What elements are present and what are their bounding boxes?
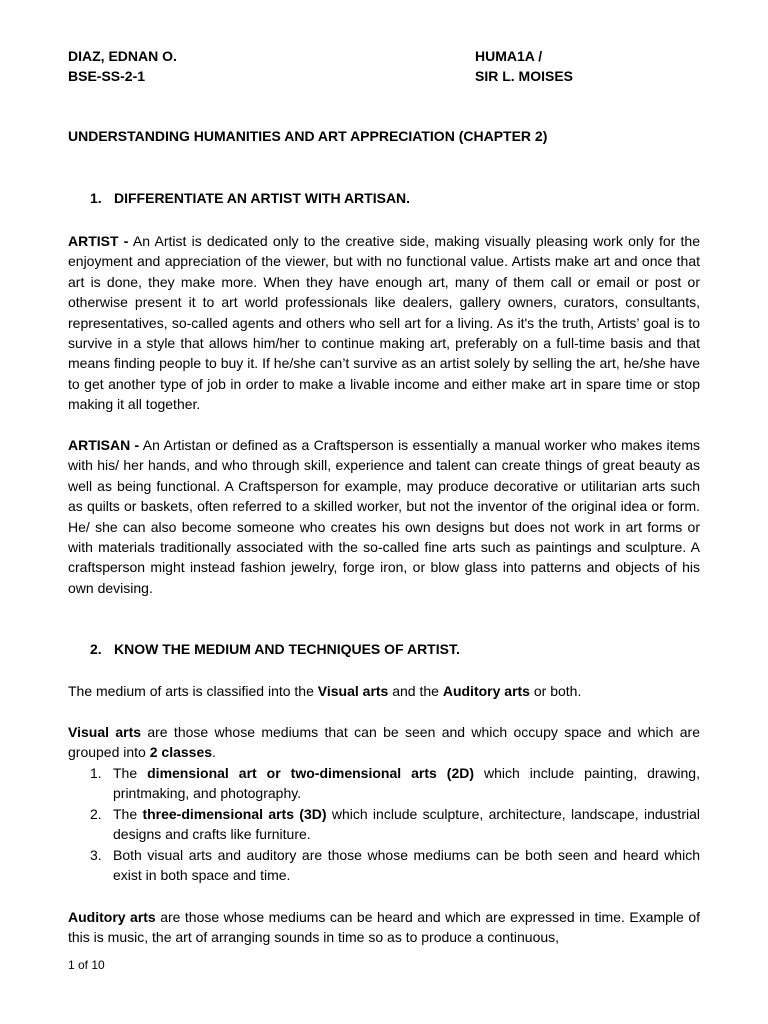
list-number: 2.	[90, 805, 102, 822]
course-code: HUMA1A /	[475, 48, 543, 64]
visual-arts-text: are those whose mediums that can be seen and which occupy space and which are grouped into	[68, 724, 700, 761]
list-text: which include sculpture, architecture, landscape, industrial designs and crafts like furniture.	[113, 805, 700, 843]
list-term: three-dimensional arts (3D)	[142, 805, 327, 822]
auditory-arts-term: Auditory arts	[442, 683, 530, 699]
intro-text: or both.	[529, 683, 582, 699]
page-number: 1 of 10	[68, 958, 105, 972]
intro-text: The medium of arts is classified into the	[68, 683, 318, 699]
visual-arts-list	[68, 763, 700, 885]
medium-intro	[68, 681, 700, 701]
period: .	[212, 744, 216, 761]
intro-text: and the	[388, 683, 443, 699]
artist-label: ARTIST -	[68, 233, 129, 249]
list-item	[68, 845, 700, 886]
auditory-arts-label: Auditory arts	[68, 909, 156, 925]
visual-arts-label: Visual arts	[68, 724, 142, 740]
student-info	[68, 46, 177, 86]
artisan-label: ARTISAN -	[68, 437, 140, 453]
student-name: DIAZ, EDNAN O.	[68, 48, 177, 64]
artisan-paragraph	[68, 435, 700, 598]
artisan-text: An Artistan or defined as a Craftsperson is essentially a manual worker who makes items with his/ her hands, and who through skill, experience and talent can create things of great beauty as well as being functional. A Craftsperson for example, may produce decorative or utilitarian arts such as quilts or baskets, often referred to a skilled worker, but not the inventor of the original idea or form. He/ she can also become someone who creates his own designs but does not work in art forms or with materials traditionally associated with the so-called fine arts such as paintings and sculpture. A craftsperson might instead fashion jewelry, forge iron, or blow glass into patterns and objects of his own devising.	[68, 437, 700, 596]
artist-paragraph	[68, 231, 700, 415]
list-item	[68, 804, 700, 845]
list-term: dimensional art or two-dimensional arts (2D)	[147, 765, 475, 781]
visual-classes: 2 classes	[149, 744, 213, 761]
visual-arts-term: Visual arts	[317, 683, 389, 699]
list-text: Both visual arts and auditory are those whose mediums can be both seen and heard which exist in both space and time.	[113, 846, 700, 884]
student-section: BSE-SS-2-1	[68, 68, 146, 84]
question-number: 2.	[90, 641, 102, 657]
instructor-name: SIR L. MOISES	[475, 68, 574, 84]
list-number: 3.	[90, 846, 102, 863]
question-number: 1.	[90, 190, 102, 206]
list-item	[68, 763, 700, 804]
question-2-heading	[90, 641, 460, 657]
list-text: The	[113, 805, 143, 822]
question-text: KNOW THE MEDIUM AND TECHNIQUES OF ARTIST.	[114, 641, 460, 657]
visual-arts-paragraph	[68, 722, 700, 763]
question-text: DIFFERENTIATE AN ARTIST WITH ARTISAN.	[114, 190, 411, 206]
document-title: UNDERSTANDING HUMANITIES AND ART APPRECIATION (CHAPTER 2)	[68, 128, 548, 144]
list-number: 1.	[90, 765, 102, 781]
list-text: The	[113, 765, 148, 781]
question-1-heading	[90, 190, 410, 206]
auditory-arts-paragraph	[68, 907, 700, 948]
course-info	[475, 46, 573, 86]
auditory-arts-text: are those whose mediums can be heard and which are expressed in time. Example of this is music, the art of arranging sounds in time so as to produce a continuous,	[68, 909, 700, 946]
artist-text: An Artist is dedicated only to the creative side, making visually pleasing work only for the enjoyment and appreciation of the viewer, but with no functional value. Artists make art and once that art is done, they make more. When they have enough art, many of them call or email or post or otherwise present it to art world professionals like dealers, gallery owners, curators, consultants, representatives, so-called agents and others who sell art for a living. As it's the truth, Artists’ goal is to survive in a style that allows him/her to continue making art, preferably on a full-time basis and that means finding people to buy it. If he/she can’t survive as an artist solely by selling the art, he/she have to get another type of job in order to make a livable income and either make art in spare time or stop making it all together.	[68, 233, 701, 413]
list-text: which include painting, drawing, printmaking, and photography.	[113, 765, 700, 802]
